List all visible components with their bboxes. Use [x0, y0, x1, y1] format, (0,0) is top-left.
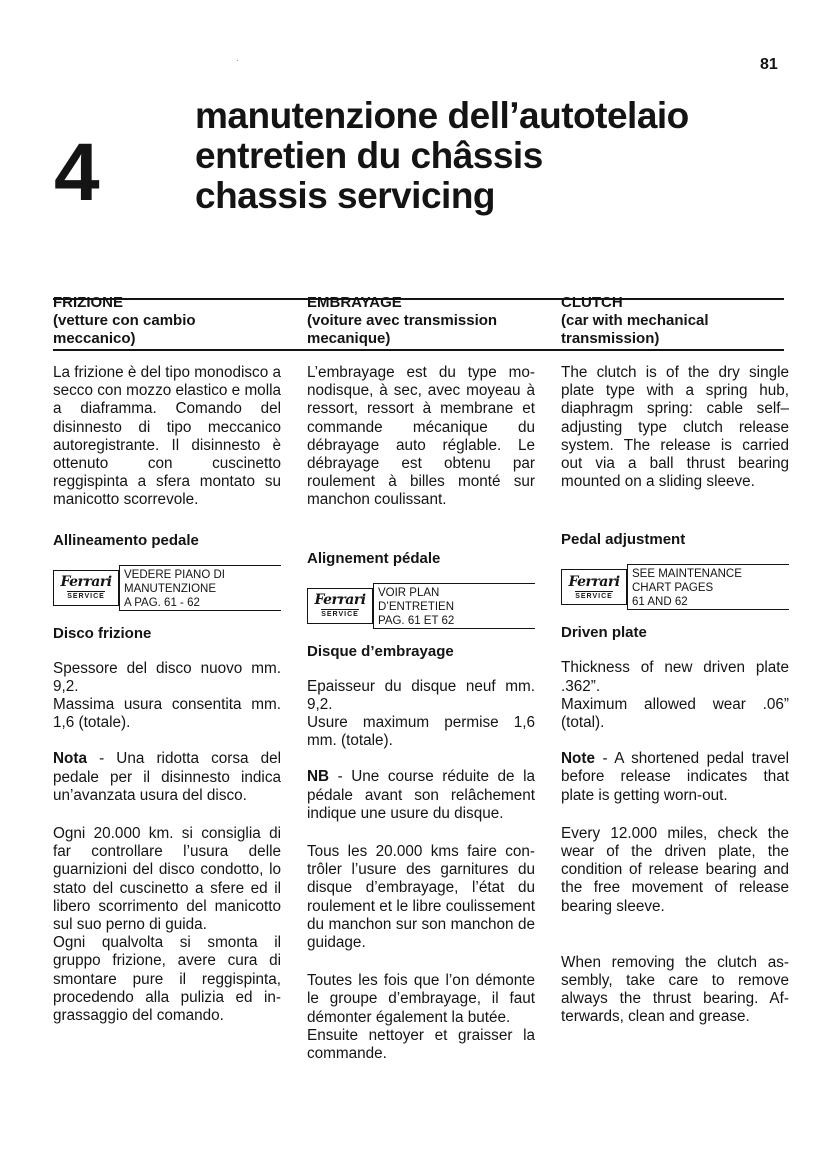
service-reference — [307, 583, 535, 629]
logo-word: SERVICE — [321, 611, 359, 619]
intro-paragraph: L’embrayage est du type monodisque, à sec, avec moyeau à ressort, ressort à membrane et commande mécanique du débrayage auto réglable. Le débrayage est obtenu par roulement à billes monté sur manchon coulissant. — [307, 364, 535, 509]
removal-paragraph: Ogni qualvolta si smonta il gruppo frizione, avere cura di smontare pure il reggispinta, procedendo alla pulizia ed ingrassaggio del comando. — [53, 934, 281, 1025]
check-paragraph: Every 12.000 miles, check the wear of the driven plate, the condition of release bearing and the free movement of release bearing sleeve. — [561, 824, 789, 915]
note-paragraph — [561, 750, 789, 805]
note-text: - Une course réduite de la pédale avant son relâchement indique une usure du disque. — [307, 768, 535, 822]
heading-subtitle: (vetture con cambio meccanico) — [53, 312, 196, 347]
removal-paragraph: Toutes les fois que l’on démonte le groupe d’embrayage, il faut démonter également la butée. — [307, 972, 535, 1026]
heading-title: EMBRAYAGE — [307, 294, 402, 311]
section-heading — [53, 292, 281, 352]
heading-subtitle: (voiture avec transmission mecanique) — [307, 312, 498, 347]
intro-paragraph: The clutch is of the dry single plate type with a spring hub, diaphragm spring: cable self– adjusting type clutch release system. The release is carried out via a ball thrust bearing mounted on a sliding sleeve. — [561, 364, 789, 491]
service-text — [373, 583, 535, 629]
service-text — [627, 564, 789, 610]
service-line: 61 AND 62 — [632, 596, 688, 609]
service-line: CHART PAGES — [632, 582, 714, 595]
service-line: SEE MAINTENANCE — [632, 568, 742, 581]
note-label: Note — [561, 750, 595, 768]
subheading-plate: Disco frizione — [53, 624, 152, 642]
column-english — [561, 292, 789, 1027]
service-text — [119, 565, 281, 611]
logo-word: SERVICE — [67, 593, 105, 601]
service-line: MANUTENZIONE — [124, 582, 216, 595]
intro-paragraph: La frizione è del tipo monodisco a secco con mozzo elastico e molla a diaframma. Comando del disinnesto di tipo meccanico autoregistrante. Il disinnesto è ottenuto con cuscinetto reggispinta a sfera montato su manicotto scorrevole. — [53, 364, 281, 509]
logo-brand: Ferrari — [60, 574, 112, 591]
wear-text: Massima usura consentita mm. 1,6 (totale). — [53, 696, 281, 732]
note-label: NB — [307, 768, 330, 786]
wear-text: Usure maximum permise 1,6 mm. (totale). — [307, 714, 535, 750]
subheading-pedal: Alignement pédale — [307, 549, 441, 567]
subheading-plate: Disque d’embrayage — [307, 642, 454, 660]
removal-paragraph-2: Ensuite nettoyer et graisser la commande. — [307, 1026, 535, 1063]
column-italian — [53, 292, 281, 1025]
page-number: 81 — [760, 56, 778, 73]
heading-title: CLUTCH — [561, 294, 623, 311]
note-paragraph — [307, 768, 535, 823]
service-reference — [53, 565, 281, 611]
title-english: chassis servicing — [195, 175, 496, 216]
chapter-titles — [195, 96, 689, 216]
removal-paragraph: When removing the clutch assembly, take care to remove always the thrust bearing. Afterwards, clean and grease. — [561, 953, 789, 1026]
thickness-text: Epaisseur du disque neuf mm. 9,2. — [307, 677, 535, 713]
subheading-pedal: Pedal adjustment — [561, 531, 686, 549]
ferrari-service-logo — [307, 588, 373, 624]
subheading-pedal: Allineamento pedale — [53, 531, 199, 549]
service-reference — [561, 564, 789, 610]
service-line: A PAG. 61 - 62 — [124, 596, 200, 609]
title-italian: manutenzione dell’autotelaio — [195, 95, 689, 136]
note-text: - A shortened pedal travel before release indicates that plate is getting worn-out. — [561, 750, 789, 804]
service-line: VOIR PLAN — [378, 586, 440, 599]
wear-text: Maximum allowed wear .06” (total). — [561, 695, 789, 732]
thickness-text: Spessore del disco nuovo mm. 9,2. — [53, 659, 281, 695]
service-line: PAG. 61 ET 62 — [378, 614, 455, 627]
section-heading — [307, 292, 535, 352]
section-heading — [561, 292, 789, 352]
service-line: VEDERE PIANO DI — [124, 568, 225, 581]
scan-mark — [237, 60, 238, 61]
thickness-text: Thickness of new driven plate .362”. — [561, 659, 789, 695]
note-paragraph — [53, 750, 281, 805]
heading-subtitle: (car with mechanical transmission) — [561, 312, 709, 347]
note-text: - Una ridotta corsa del pedale per il disinnesto indica un’avanzata usura del disco. — [53, 750, 281, 804]
note-label: Nota — [53, 750, 87, 768]
ferrari-service-logo — [53, 570, 119, 606]
logo-brand: Ferrari — [568, 573, 620, 590]
logo-word: SERVICE — [575, 592, 613, 600]
service-line: D’ENTRETIEN — [378, 600, 455, 613]
title-french: entretien du châssis — [195, 135, 543, 176]
logo-brand: Ferrari — [314, 592, 366, 609]
check-paragraph: Ogni 20.000 km. si consiglia di far controllare l’usura delle guarnizioni del disco condotto, lo stato del cuscinetto a sfere ed il libero scorrimento del manicotto sul suo perno di guida. — [53, 825, 281, 934]
ferrari-service-logo — [561, 569, 627, 605]
column-french — [307, 292, 535, 1063]
check-paragraph: Tous les 20.000 kms faire contrôler l’usure des garnitures du disque d’embrayage, l’état du roulement et le libre coulissement du manchon sur son manchon de guidage. — [307, 843, 535, 952]
heading-title: FRIZIONE — [53, 294, 123, 311]
chapter-number: 4 — [54, 127, 100, 218]
subheading-plate: Driven plate — [561, 624, 647, 642]
